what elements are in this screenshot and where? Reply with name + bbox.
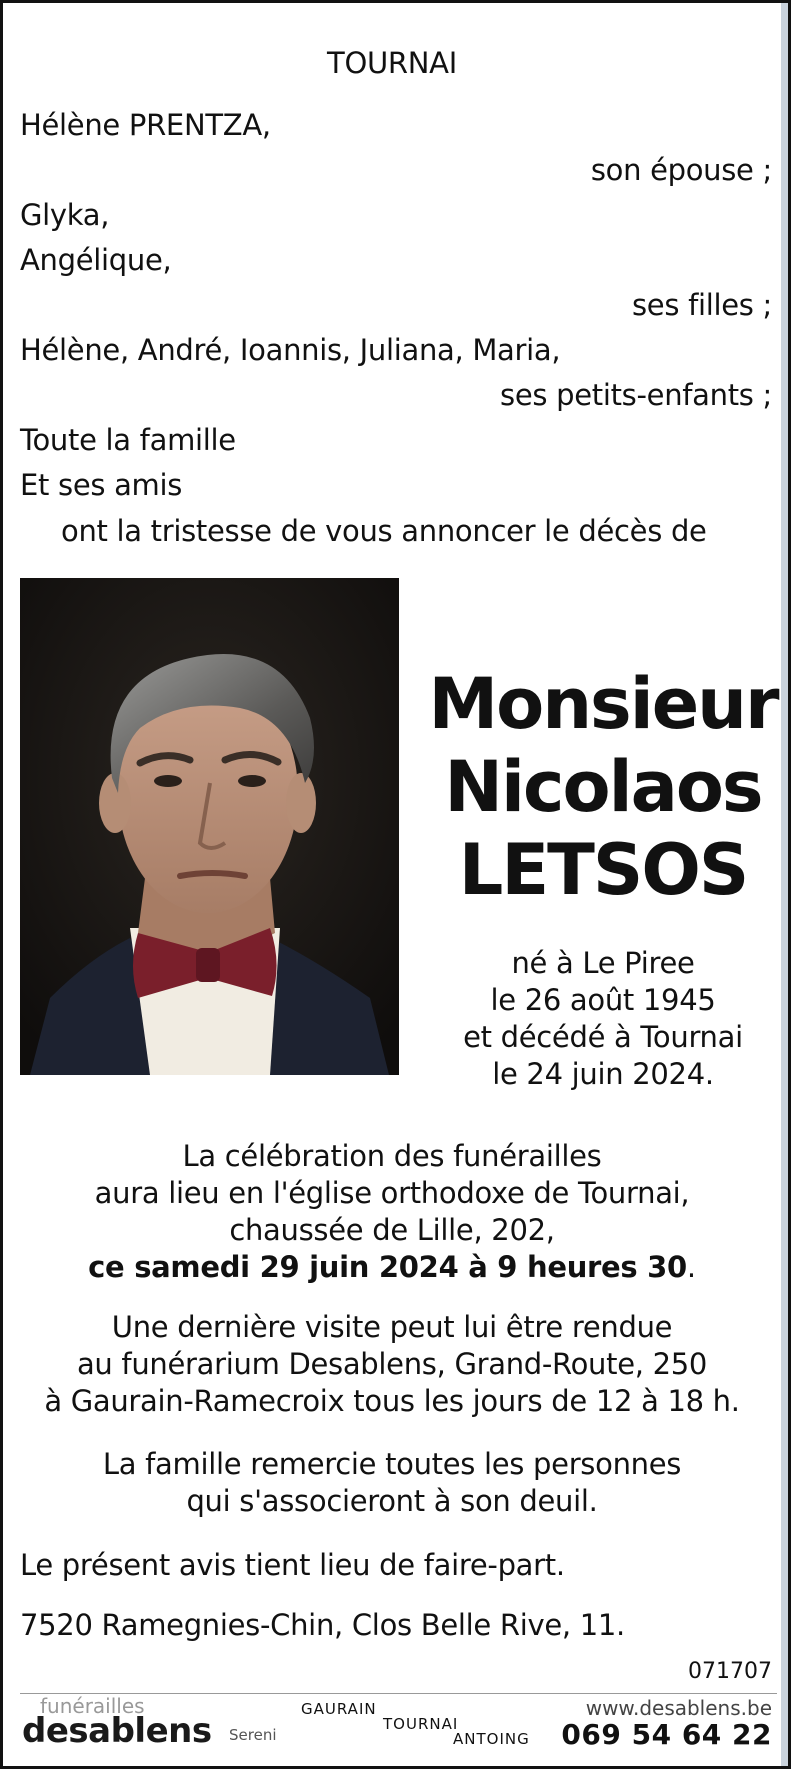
website-link[interactable]: www.desablens.be xyxy=(585,1696,772,1720)
ceremony-line-3: chaussée de Lille, 202, xyxy=(229,1213,555,1247)
brand-logo: desablens xyxy=(22,1711,212,1751)
thanks-line-1: La famille remercie toutes les personnes xyxy=(102,1447,682,1481)
brand-sub: Sereni xyxy=(229,1726,277,1744)
born-place: né à Le Piree xyxy=(511,946,695,980)
visit-line-1: Une dernière visite peut lui être rendue xyxy=(111,1310,673,1344)
grandchildren-role: ses petits-enfants ; xyxy=(500,378,772,412)
notice-line: Le présent avis tient lieu de faire-part. xyxy=(20,1548,565,1582)
town-gaurain: GAURAIN xyxy=(301,1700,377,1718)
spouse-name: Hélène PRENTZA, xyxy=(20,108,271,142)
ceremony-line-4 xyxy=(3,1249,781,1285)
visit-line-2: au funérarium Desablens, Grand-Route, 250 xyxy=(76,1347,708,1381)
announcement-line: ont la tristesse de vous annoncer le décès de xyxy=(61,514,707,548)
daughter-2: Angélique, xyxy=(20,243,172,277)
born-date: le 26 août 1945 xyxy=(490,983,716,1017)
portrait-illustration xyxy=(20,578,399,1075)
visit-line-3: à Gaurain-Ramecroix tous les jours de 12 à 18 h. xyxy=(44,1384,740,1418)
family-line: Toute la famille xyxy=(20,423,236,457)
town-tournai: TOURNAI xyxy=(383,1715,459,1733)
town-antoing: ANTOING xyxy=(453,1730,530,1748)
died-date: le 24 juin 2024. xyxy=(492,1057,714,1091)
deceased-last-name: LETSOS xyxy=(458,829,748,911)
deceased-first-name: Nicolaos xyxy=(444,746,762,828)
reference-number: 071707 xyxy=(688,1659,772,1684)
ceremony-date-time: ce samedi 29 juin 2024 à 9 heures 30 xyxy=(88,1250,687,1284)
friends-line: Et ses amis xyxy=(20,468,183,502)
portrait-photo xyxy=(20,578,399,1075)
ceremony-line-2: aura lieu en l'église orthodoxe de Tournai, xyxy=(94,1176,690,1210)
ceremony-line-1: La célébration des funérailles xyxy=(182,1139,602,1173)
ceremony-period: . xyxy=(686,1250,696,1284)
brand-tagline: funérailles xyxy=(40,1694,145,1718)
deceased-title: Monsieur xyxy=(428,663,778,745)
thanks-line-2: qui s'associeront à son deuil. xyxy=(186,1484,598,1518)
spouse-role: son épouse ; xyxy=(590,153,772,187)
phone-number[interactable]: 069 54 64 22 xyxy=(561,1718,772,1751)
grandchildren-names: Hélène, André, Ioannis, Juliana, Maria, xyxy=(20,333,561,367)
daughters-role: ses filles ; xyxy=(632,288,772,322)
daughter-1: Glyka, xyxy=(20,198,110,232)
city-heading: TOURNAI xyxy=(327,46,457,80)
died-place: et décédé à Tournai xyxy=(463,1020,743,1054)
address-line: 7520 Ramegnies-Chin, Clos Belle Rive, 11. xyxy=(20,1608,625,1642)
